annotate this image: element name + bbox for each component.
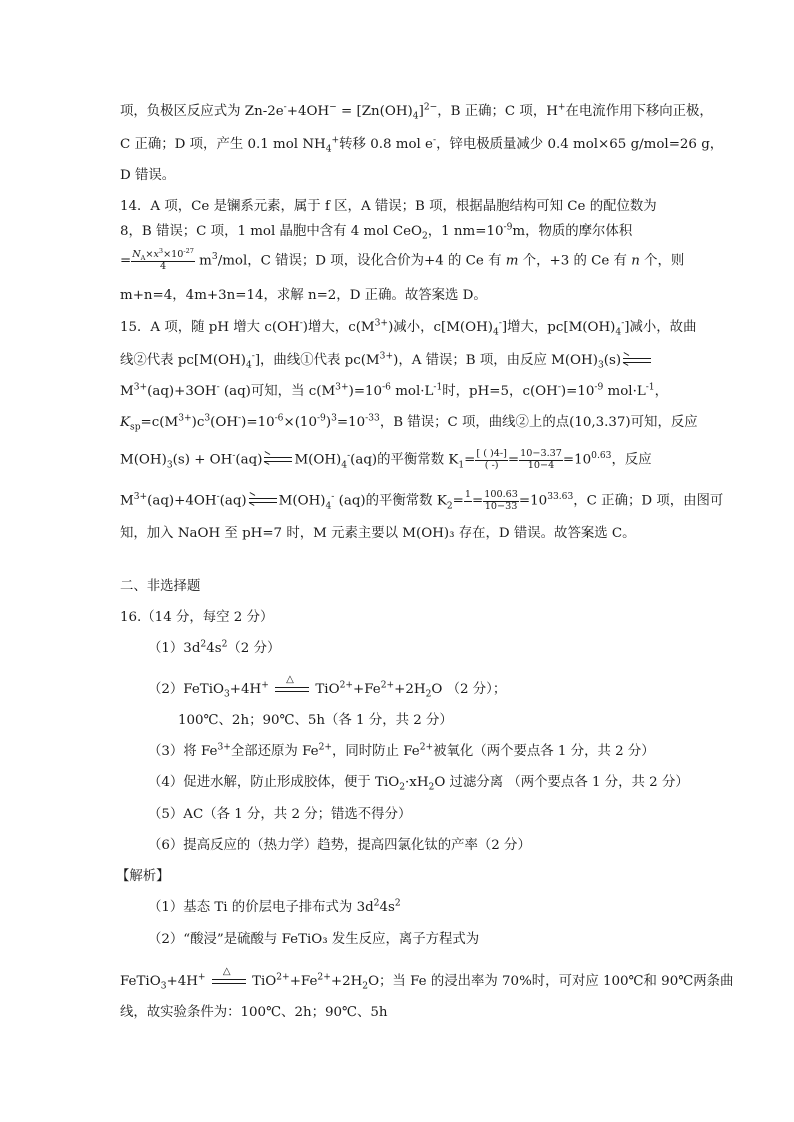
p15-line-2: 线②代表 $pc[M(OH)_4^-]$，曲线①代表 $pc(M^{3+})$，A 错误；B 项，由反应 $M(OH)_3(s)$ — [120, 352, 653, 370]
k2-fraction: 1 — [464, 489, 471, 500]
analysis-4: 线，故实验条件为：100℃、2h；90℃、5h — [120, 1005, 388, 1020]
p13-line-3: D 错误。 — [120, 168, 176, 183]
equilibrium-arrow-icon — [249, 496, 277, 506]
q16-answer-2-conditions: 100℃、2h；90℃、5h（各 1 分，共 2 分） — [178, 713, 453, 728]
equilibrium-arrow-icon — [623, 356, 651, 366]
analysis-1: （1）基态 Ti 的价层电子排布式为 $3d^24s^2$ — [148, 898, 401, 915]
k2-value-fraction: $\frac{100.63}{10-33}$ — [484, 489, 518, 512]
section-heading: 二、非选择题 — [120, 579, 201, 594]
analysis-heading: 【解析】 — [116, 869, 170, 884]
q16-answer-2: （2）FeTiO$_3$+4H+ △ $TiO^{2+}+Fe^{2+}+2H_2O$ （2 分）； — [148, 673, 507, 700]
p15-line-1: 15．A 项，随 pH 增大 c(OH-)增大，$c(M^{3+})$减小，$c[M(OH)_4^-]$增大，$pc[M(OH)_4^-]$减小，故曲 — [120, 318, 697, 338]
k1-value-fraction: $\frac{10-3.37}{10-4}$ — [520, 448, 562, 471]
p15-line-6: $M^{3+}(aq)+4OH^-(aq)$ $M(OH)_4^-$ (aq)的平衡常数 $K_2=$ 1 = $\frac{100.63}{10-33}$ $=10^{33.63}$，C 正确；D 项，由图可 — [120, 489, 724, 512]
p14-line-2: 8，B 错误；C 项，1 mol 晶胞中含有 4 mol CeO$_2$，1 $nm=10^{-9}m$，物质的摩尔体积 — [120, 222, 633, 242]
p15-line-4: $K_{sp}=c(M^{3+})c^3(OH^-)=10^{-6}\times(10^{-9})^3=10^{-33}$，B 错误；C 项，曲线②上的点(10,3.37)可知，反应 — [120, 413, 698, 433]
heat-equals-icon: △ — [212, 976, 246, 988]
q16-answer-1: $(1)3d^24s^2(2$ 分） — [148, 639, 281, 656]
p13-line-2: C 正确；D 项，产生 0.1 mol $NH_4^+$转移 0.8 mol e-，锌电极质量减少 0.4 mol×65 g/mol=26 g， — [120, 135, 724, 155]
p13-line-1: 项，负极区反应式为 $Zn-2e^-+4OH^- = [Zn(OH)_4]^{2-}$，B 正确；C 项，H+在电流作用下移向正极， — [120, 102, 713, 122]
p15-line-7: 知，加入 NaOH 至 pH=7 时，M 元素主要以 M(OH)₃ 存在，D 错误。故答案选 C。 — [120, 526, 636, 541]
analysis-3: FeTiO$_3$+4H+ △ $TiO^{2+}+Fe^{2+}+2H_2O$；当 Fe 的浸出率为 70%时，可对应 100℃和 90℃两条曲 — [120, 965, 734, 992]
q16-answer-6: （6）提高反应的（热力学）趋势，提高四氯化钛的产率（2 分） — [148, 838, 531, 853]
q16-answer-5: （5）AC（各 1 分，共 2 分；错选不得分） — [148, 807, 412, 822]
analysis-2: （2）“酸浸”是硫酸与 FeTiO₃ 发生反应，离子方程式为 — [148, 932, 480, 947]
p14-line-3: = $\frac{N_A\times x^3\times 10^{-27}}{4}$ $m^3$/mol，C 错误；D 项，设化合价为+4 的 Ce 有 m 个，+3 的 Ce 有 n 个，则 — [120, 246, 685, 272]
q16-heading: 16.（14 分，每空 2 分） — [120, 610, 274, 625]
equilibrium-arrow-icon — [264, 455, 292, 465]
p15-line-5: $M(OH)_3(s) + OH^-(aq)$ $M(OH)_4^-(aq)$的平衡常数 $K_1=$ $\frac{[ ( )4-]}{( -)}$ = $\frac{10-3.37}{10-4}$ $=10^{0.63}$，反应 — [120, 448, 652, 471]
heat-equals-icon: △ — [275, 684, 309, 696]
q16-answer-4: （4）促进水解，防止形成胶体，便于 $TiO_2\cdot xH_2O$ 过滤分离 （两个要点各 1 分，共 2 分） — [148, 775, 689, 793]
k1-fraction: $\frac{[ ( )4-]}{( -)}$ — [476, 448, 507, 471]
p14-line-1: 14．A 项，Ce 是镧系元素，属于 f 区，A 错误；B 项，根据晶胞结构可知 Ce 的配位数为 — [120, 199, 657, 214]
q16-answer-3: （3）将 $Fe^{3+}$全部还原为 $Fe^{2+}$，同时防止 $Fe^{2+}$被氧化（两个要点各 1 分，共 2 分） — [148, 742, 655, 759]
molar-volume-fraction: $\frac{N_A\times x^3\times 10^{-27}}{4}$ — [132, 246, 194, 272]
p14-line-4: m+n=4，4m+3n=14，求解 n=2，D 正确。故答案选 D。 — [120, 288, 487, 303]
p15-line-3: $M^{3+}(aq)+3OH^-$ (aq)可知，当 $c(M^{3+})=10^{-6}$ $mol\cdot L^{-1}$时，pH=5，$c(OH^-)=10^{-9}$ $mol\cdot L^{-1}$， — [120, 382, 668, 399]
